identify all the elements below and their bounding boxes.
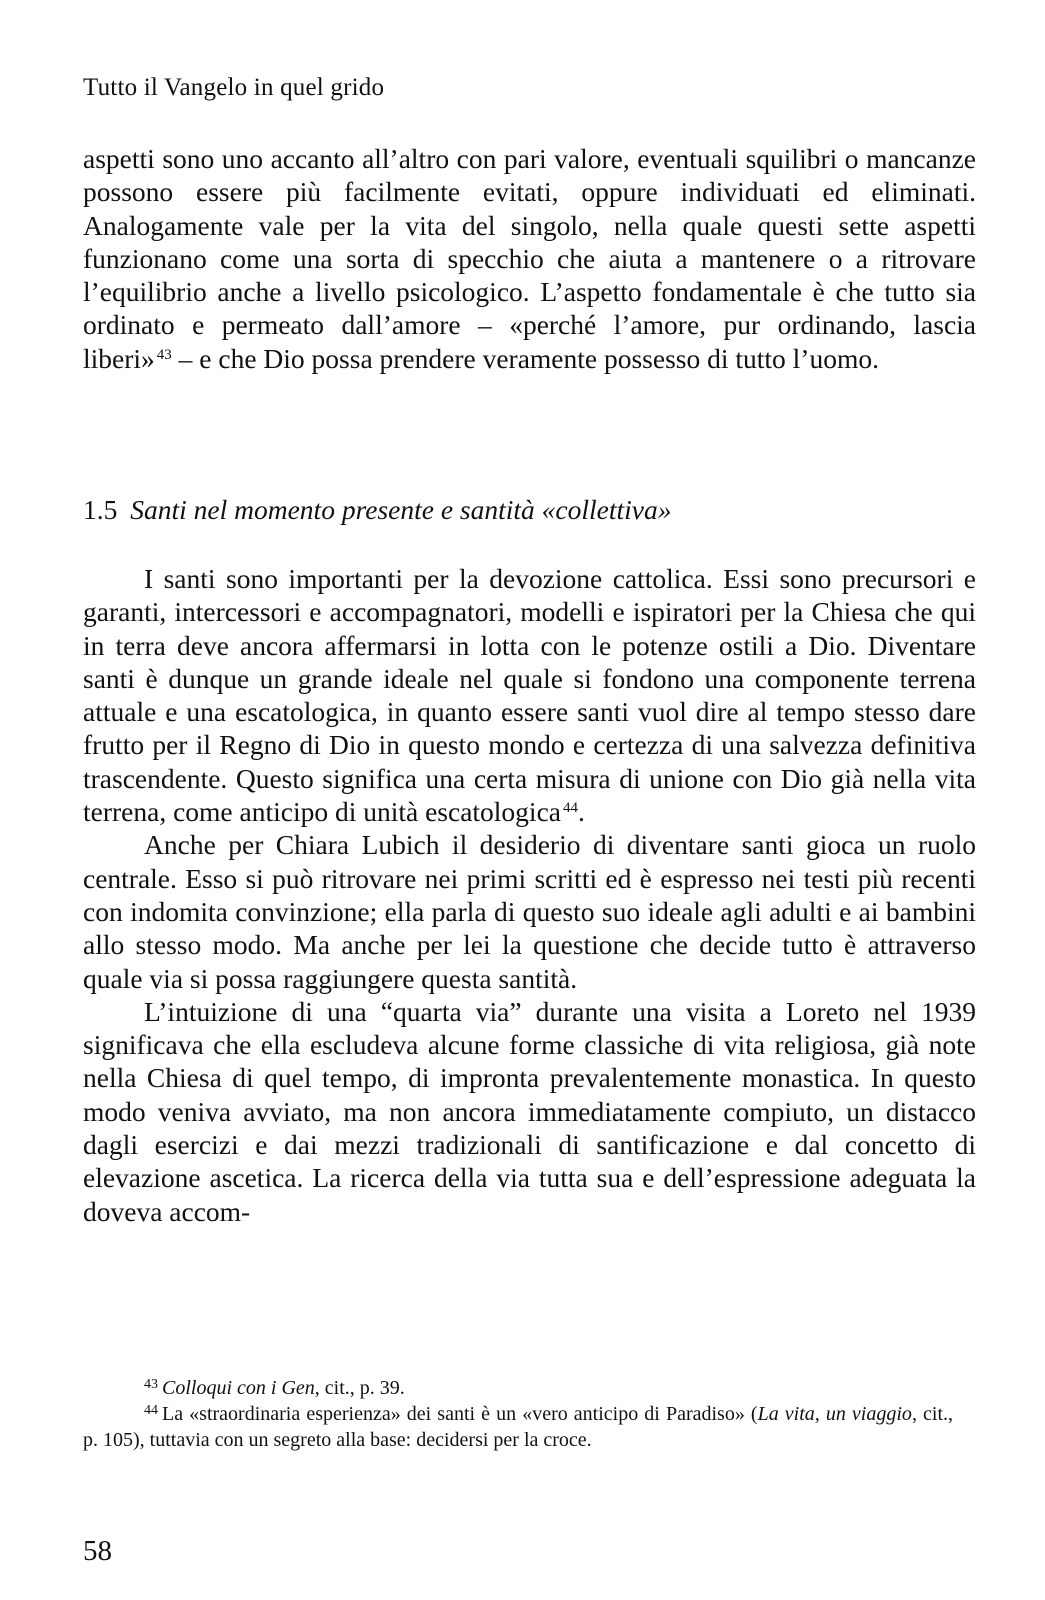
paragraph-text: aspetti sono uno accanto all’altro con pari valore, eventuali squilibri o mancanze possono essere più facilmente evitati, oppure individuati ed eliminati. Analogamente vale per la vita del singolo, nella quale questi sette aspetti funzionano come una sorta di specchio che aiuta a mantenere o a ritrovare l’equilibrio anche a livello psicologico. L’aspetto fondamentale è che tutto sia ordinato e permeato dall’amore – «perché l’amore, pur ordinando, lascia liberi» <box>83 143 976 374</box>
footnote-number: 43 <box>144 1377 158 1392</box>
paragraph: Anche per Chiara Lubich il desiderio di diventare santi gioca un ruolo centrale. Esso si può ritrovare nei primi scritti ed è espresso nei testi più recenti con indomita convinzione; ella parla di questo suo ideale agli adulti e ai bambini allo stesso modo. Ma anche per lei la questione che decide tutto è attraverso quale via si possa raggiungere questa santità. <box>83 829 976 994</box>
section-number: 1.5 <box>83 494 118 525</box>
paragraph <box>83 142 976 375</box>
footnote-reference: 44 <box>563 800 578 817</box>
footnote-work-title: Colloqui con i Gen <box>162 1377 315 1399</box>
paragraph-text: . <box>578 796 585 828</box>
section-heading <box>83 494 671 526</box>
section-title: Santi nel momento presente e santità «collettiva» <box>130 494 672 525</box>
paragraph <box>83 562 976 828</box>
footnote-number: 44 <box>144 1403 158 1418</box>
section-body <box>83 562 976 1228</box>
footnote-text: , cit., p. 39. <box>314 1377 405 1399</box>
footnote <box>83 1375 953 1401</box>
footnote-reference: 43 <box>156 346 172 363</box>
footnotes <box>83 1375 953 1453</box>
footnote <box>83 1401 953 1453</box>
paragraph-text: – e che Dio possa prendere veramente possesso di tutto l’uomo. <box>171 342 879 374</box>
running-head: Tutto il Vangelo in quel grido <box>83 74 385 101</box>
paragraph: L’intuizione di una “quarta via” durante una visita a Loreto nel 1939 significava che ella escludeva alcune forme classiche di vita religiosa, già note nella Chiesa di quel tempo, di impronta prevalentemente monastica. In questo modo veniva avviato, ma non ancora immediatamente compiuto, un distacco dagli esercizi e dai mezzi tradizionali di santificazione e dal concetto di elevazione ascetica. La ricerca della via tutta sua e dell’espressione adeguata la doveva accom- <box>83 995 976 1227</box>
footnote-text: , cit., p. 105), tuttavia con un segreto alla base: decidersi per la croce. <box>83 1403 954 1451</box>
footnote-work-title: La vita, un viaggio <box>757 1403 912 1425</box>
footnote-text: La «straordinaria esperienza» dei santi è un «vero anticipo di Paradiso» ( <box>162 1403 758 1425</box>
paragraph-continued <box>83 142 976 375</box>
page-number: 58 <box>83 1535 112 1567</box>
paragraph-text: I santi sono importanti per la devozione cattolica. Essi sono precursori e garanti, intercessori e accompagnatori, modelli e ispiratori per la Chiesa che qui in terra deve ancora affermarsi in lotta con le potenze ostili a Dio. Diventare santi è dunque un grande ideale nel quale si fondono una componente terrena attuale e una escatologica, in quanto essere santi vuol dire al tempo stesso dare frutto per il Regno di Dio in questo mondo e certezza di una salvezza definitiva trascendente. Questo significa una certa misura di unione con Dio già nella vita terrena, come anticipo di unità escatologica <box>83 563 976 828</box>
